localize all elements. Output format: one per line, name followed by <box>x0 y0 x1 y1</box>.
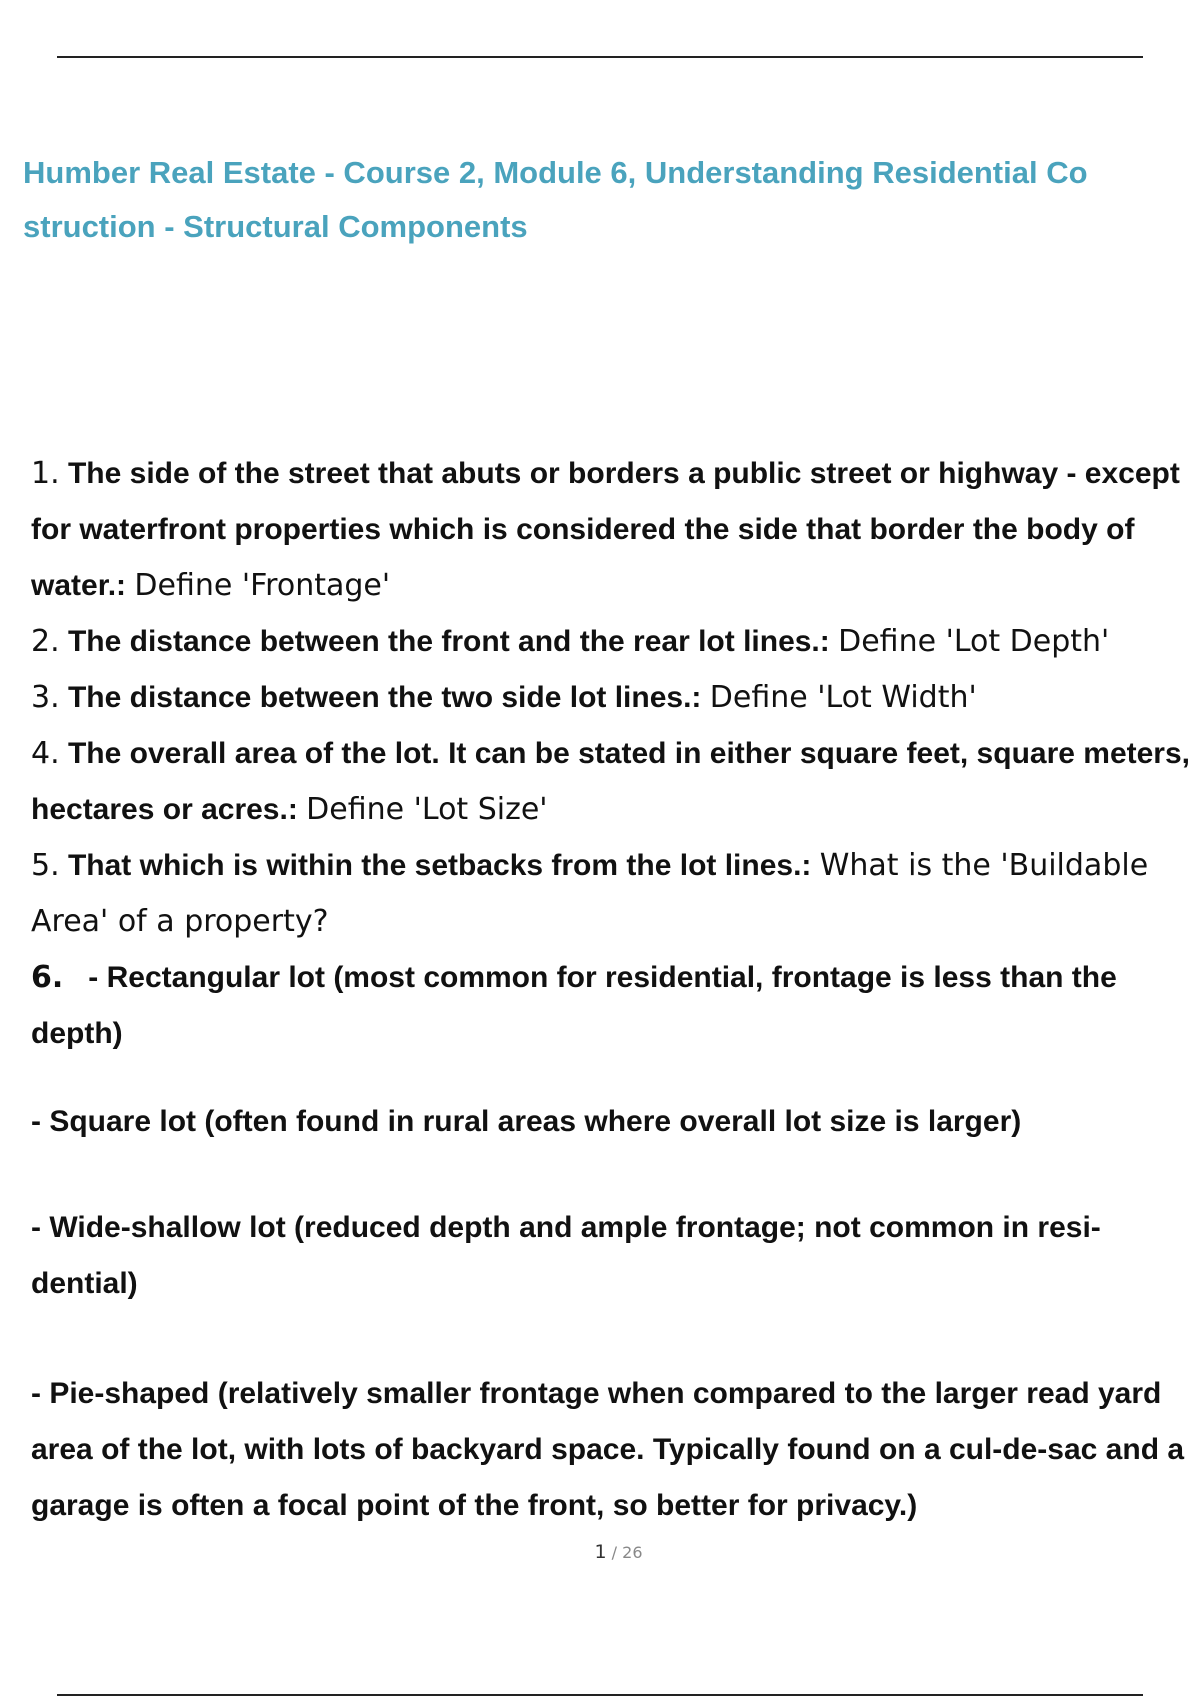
page-total: 26 <box>622 1543 643 1562</box>
page-separator: / <box>606 1543 623 1562</box>
item-number: 2. <box>31 624 60 659</box>
item-question: The overall area of the lot. It can be stated in either square feet, square meters, hectares or acres.: <box>31 737 1190 826</box>
item-question: The side of the street that abuts or borders a public street or highway - except for waterfront properties which is considered the side that border the body of water.: <box>31 457 1180 602</box>
list-item <box>31 726 1191 838</box>
item-question: The distance between the two side lot lines.: <box>67 681 702 714</box>
list-item <box>31 670 1191 726</box>
item-number: 6. <box>31 960 64 995</box>
item-answer: Define 'Lot Size' <box>306 792 548 827</box>
lot-shape-rectangular: - Rectangular lot (most common for residential, frontage is less than the depth) <box>31 961 1117 1050</box>
lot-shape-square: - Square lot (often found in rural areas where overall lot size is larger) <box>31 1105 1022 1138</box>
lot-shape-wide-shallow: - Wide-shallow lot (reduced depth and ample frontage; not common in resi- dential) <box>31 1211 1101 1300</box>
top-rule <box>57 56 1143 58</box>
item-question: That which is within the setbacks from the lot lines.: <box>67 849 812 882</box>
lot-shape-pie-shaped: - Pie-shaped (relatively smaller frontage when compared to the larger read yard area of the lot, with lots of backyard space. Typically found on a cul-de-sac and a garage is often a focal point of the front, so better for privacy.) <box>31 1377 1185 1522</box>
list-item <box>31 446 1191 614</box>
item-number: 1. <box>31 456 60 491</box>
document-title: Humber Real Estate - Course 2, Module 6, Understanding Residential Co struction - Structural Components <box>23 155 1088 244</box>
item-answer: Define 'Lot Depth' <box>838 624 1110 659</box>
item-number: 3. <box>31 680 60 715</box>
bottom-rule <box>57 1694 1143 1696</box>
flashcard-list <box>31 446 1191 1534</box>
item-answer: What is the 'Buildable Area' of a property? <box>31 848 1149 939</box>
page-current: 1 <box>594 1541 607 1563</box>
item-number: 5. <box>31 848 60 883</box>
item-number: 4. <box>31 736 60 771</box>
item-answer: Define 'Frontage' <box>134 568 391 603</box>
page-indicator <box>0 1541 1200 1563</box>
list-item <box>31 950 1191 1062</box>
list-item <box>31 614 1191 670</box>
list-item <box>31 838 1191 950</box>
item-question: The distance between the front and the rear lot lines.: <box>67 625 830 658</box>
item-answer: Define 'Lot Width' <box>709 680 977 715</box>
